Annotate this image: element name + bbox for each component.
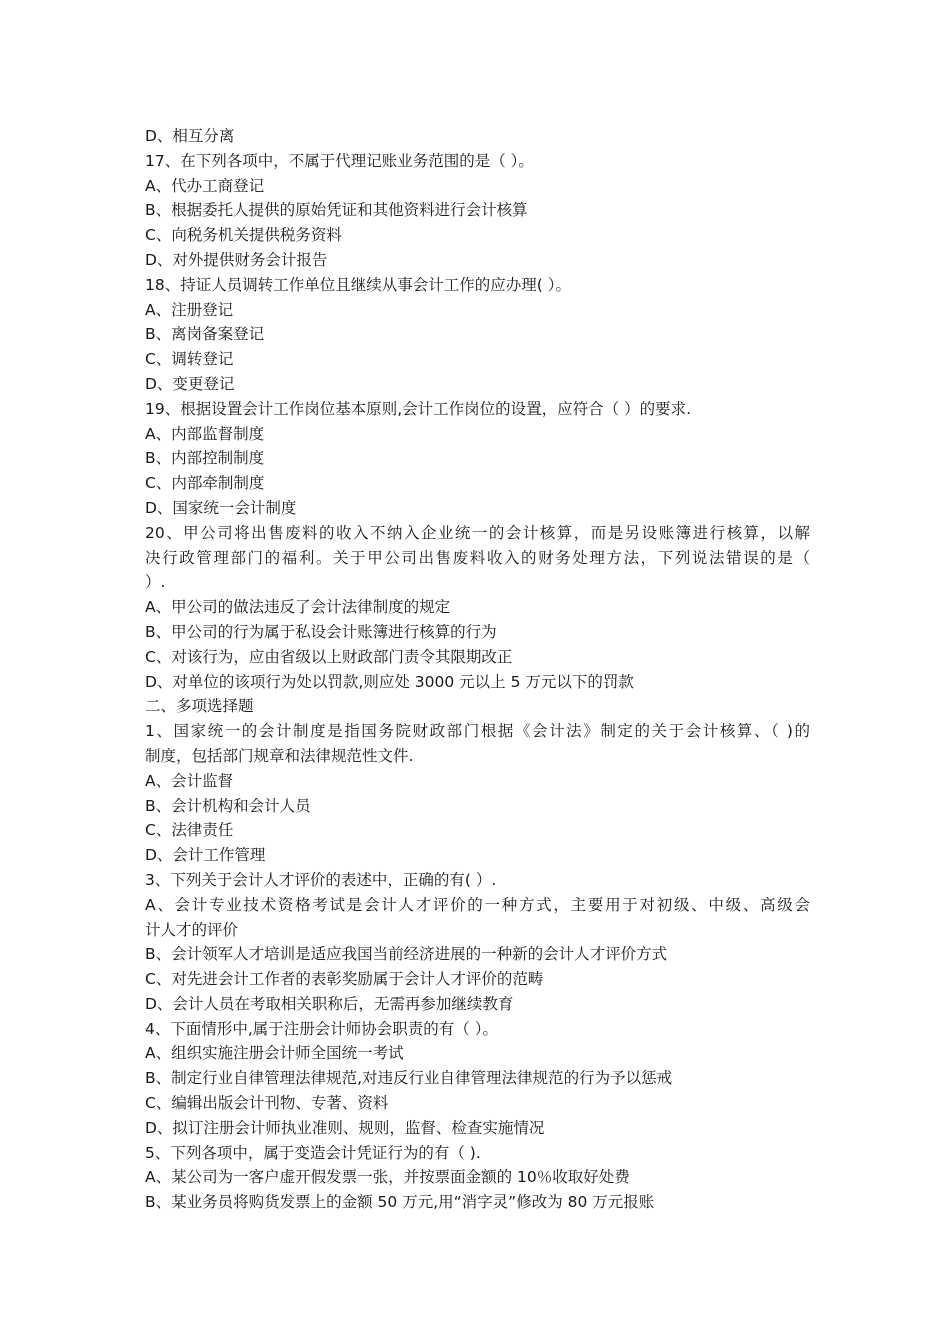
section-heading: 二、多项选择题 <box>145 697 254 716</box>
question-line-continued: 制度，包括部门规章和法律规范性文件. <box>145 746 414 765</box>
option-line: B、会计机构和会计人员 <box>145 796 311 815</box>
option-line: A、甲公司的做法违反了会计法律制度的规定 <box>145 598 451 617</box>
question-line: 5、下列各项中，属于变造会计凭证行为的有（ ). <box>145 1143 481 1162</box>
option-line: A、会计监督 <box>145 771 234 790</box>
option-line: C、向税务机关提供税务资料 <box>145 226 342 245</box>
option-line: B、离岗备案登记 <box>145 325 265 344</box>
option-line: D、对外提供财务会计报告 <box>145 250 328 269</box>
option-line: B、某业务员将购货发票上的金额 50 万元,用“消字灵”修改为 80 万元报账 <box>145 1193 655 1212</box>
option-line: A、某公司为一客户虚开假发票一张，并按票面金额的 10％收取好处费 <box>145 1168 630 1187</box>
option-line: C、法律责任 <box>145 821 234 840</box>
option-line: B、会计领军人才培训是适应我国当前经济进展的一种新的会计人才评价方式 <box>145 945 668 964</box>
question-line: 18、持证人员调转工作单位且继续从事会计工作的应办理( ）。 <box>145 275 571 294</box>
option-line: A、注册登记 <box>145 300 234 319</box>
document-body <box>145 124 810 1215</box>
option-line: A、会计专业技术资格考试是会计人才评价的一种方式，主要用于对初级、中级、高级会 <box>145 895 810 914</box>
option-line: D、相互分离 <box>145 127 235 145</box>
option-line: C、编辑出版会计刊物、专著、资料 <box>145 1094 389 1113</box>
option-line: B、甲公司的行为属于私设会计账簿进行核算的行为 <box>145 622 497 641</box>
option-line: A、内部监督制度 <box>145 424 265 443</box>
question-line: 4、下面情形中,属于注册会计师协会职责的有（ ）。 <box>145 1019 498 1038</box>
option-line: B、内部控制制度 <box>145 449 265 468</box>
option-line-continued: 计人才的评价 <box>145 920 239 939</box>
question-line: 3、下列关于会计人才评价的表述中，正确的有( ）. <box>145 870 497 889</box>
option-line: C、对该行为，应由省级以上财政部门责令其限期改正 <box>145 647 513 666</box>
option-line: B、制定行业自律管理法律规范,对违反行业自律管理法律规范的行为予以惩戒 <box>145 1069 673 1088</box>
question-line: 20、甲公司将出售废料的收入不纳入企业统一的会计核算，而是另设账簿进行核算，以解 <box>145 523 810 542</box>
option-line: D、变更登记 <box>145 374 235 393</box>
question-line: 17、在下列各项中，不属于代理记账业务范围的是（ ）。 <box>145 151 534 170</box>
option-line: C、调转登记 <box>145 350 234 369</box>
question-line: 19、根据设置会计工作岗位基本原则,会计工作岗位的设置，应符合（ ）的要求. <box>145 399 692 418</box>
option-line: A、组织实施注册会计师全国统一考试 <box>145 1044 404 1063</box>
option-line: D、会计人员在考取相关职称后，无需再参加继续教育 <box>145 994 514 1013</box>
option-line: D、拟订注册会计师执业准则、规则，监督、检查实施情况 <box>145 1118 545 1137</box>
option-line: C、对先进会计工作者的表彰奖励属于会计人才评价的范畴 <box>145 970 544 989</box>
option-line: D、国家统一会计制度 <box>145 498 297 517</box>
option-line: B、根据委托人提供的原始凭证和其他资料进行会计核算 <box>145 201 528 220</box>
option-line: D、对单位的该项行为处以罚款,则应处 3000 元以上 5 万元以下的罚款 <box>145 672 634 691</box>
question-line: 1、国家统一的会计制度是指国务院财政部门根据《会计法》制定的关于会计核算、（ )的 <box>145 722 810 741</box>
question-line-continued: ）. <box>145 573 166 592</box>
option-line: D、会计工作管理 <box>145 846 266 865</box>
option-line: A、代办工商登记 <box>145 176 265 195</box>
question-line-continued: 决行政管理部门的福利。关于甲公司出售废料收入的财务处理方法，下列说法错误的是（ <box>145 548 810 567</box>
option-line: C、内部牵制制度 <box>145 474 265 493</box>
